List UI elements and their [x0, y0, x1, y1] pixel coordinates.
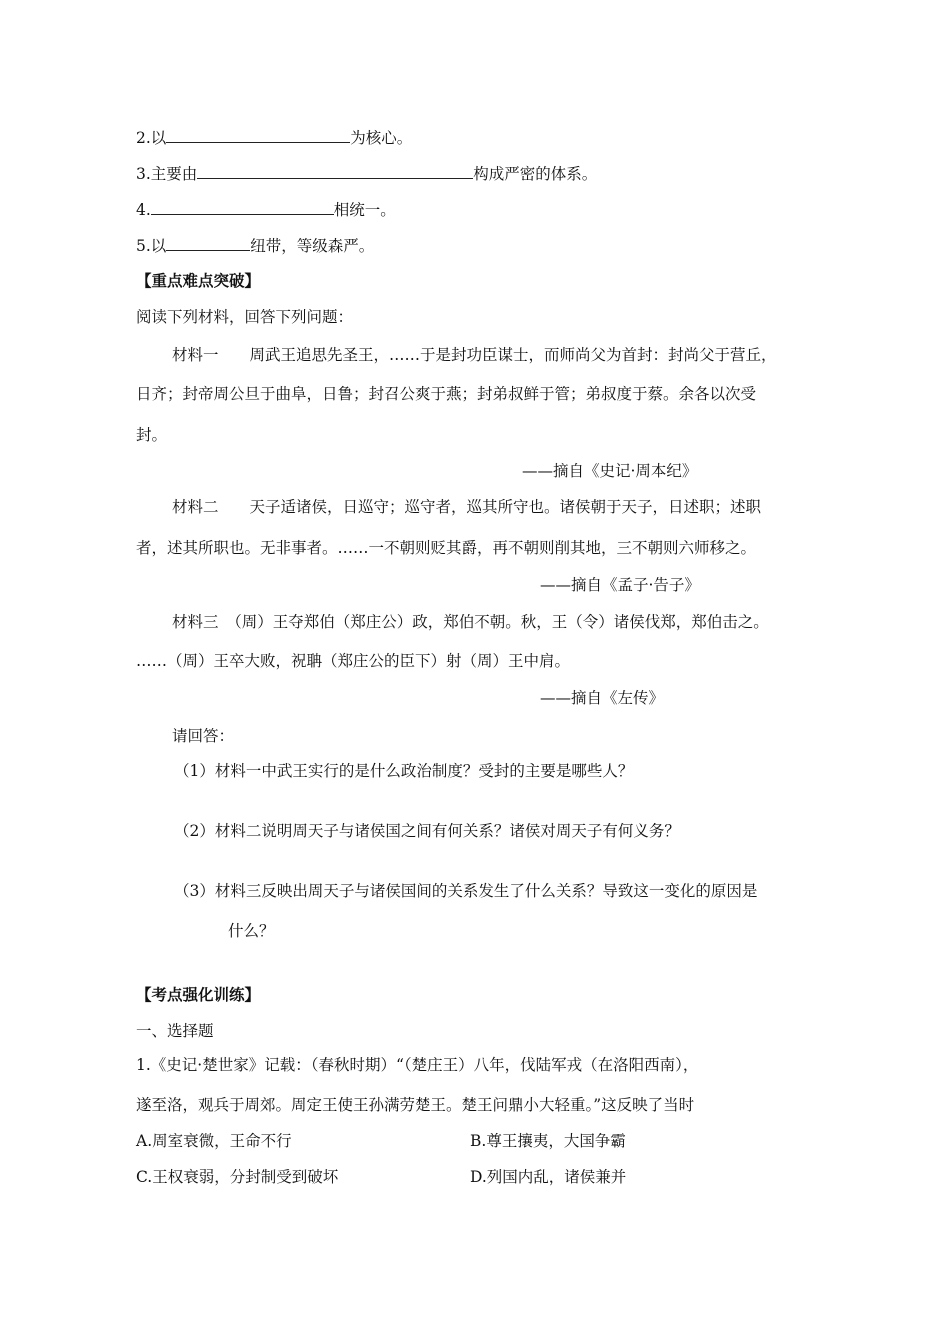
mcq1-stem-line1: 1.《史记·楚世家》记载：（春秋时期）“（楚庄王）八年，伐陆军戎（在洛阳西南），	[136, 1056, 699, 1074]
fill-item-suffix: 相统一。	[333, 201, 396, 219]
fill-item-3	[136, 162, 597, 185]
material2-line2: 者，述其所职也。无非事者。……一不朝则贬其爵，再不朝则削其地，三不朝则六师移之。	[136, 539, 757, 557]
section-heading-key-points: 【重点难点突破】	[136, 271, 261, 290]
fill-item-4	[136, 198, 396, 221]
mcq1-option-d[interactable]: D.列国内乱，诸侯兼并	[470, 1168, 627, 1186]
fill-item-suffix: 纽带，等级森严。	[250, 237, 375, 255]
fill-item-prefix: 2.以	[136, 129, 167, 147]
fill-item-prefix: 5.以	[136, 237, 167, 255]
fill-item-suffix: 构成严密的体系。	[473, 165, 598, 183]
fill-item-5	[136, 234, 374, 257]
mcq1-option-a[interactable]: A.周室衰微，王命不行	[136, 1132, 292, 1150]
answer-blank[interactable]	[166, 126, 350, 143]
answer-blank[interactable]	[166, 234, 250, 251]
instruction-text: 阅读下列材料，回答下列问题：	[136, 308, 354, 326]
material3-source: ——摘自《左传》	[540, 689, 665, 707]
question-3-line1: （3）材料三反映出周天子与诸侯国间的关系发生了什么关系？导致这一变化的原因是	[174, 882, 758, 900]
question-3-line2: 什么？	[228, 922, 275, 940]
material3-line1: 材料三 （周）王夺郑伯（郑庄公）政，郑伯不朝。秋，王（令）诸侯伐郑，郑伯击之。	[172, 613, 769, 631]
fill-item-prefix: 3.主要由	[136, 165, 198, 183]
question-1: （1）材料一中武王实行的是什么政治制度？受封的主要是哪些人？	[174, 762, 634, 780]
mcq1-stem-line2: 遂至洛，观兵于周郊。周定王使王孙满劳楚王。楚王问鼎小大轻重。”这反映了当时	[136, 1096, 695, 1114]
material3-line2: ……（周）王卒大败，祝聃（郑庄公的臣下）射（周）王中肩。	[136, 652, 571, 670]
fill-item-2	[136, 126, 412, 149]
material1-source: ——摘自《史记·周本纪》	[522, 462, 698, 480]
answer-blank[interactable]	[151, 198, 334, 215]
material1-line2: 日齐；封帝周公旦于曲阜，日鲁；封召公爽于燕；封弟叔鲜于管；弟叔度于蔡。余各以次受	[136, 385, 757, 403]
question-2: （2）材料二说明周天子与诸侯国之间有何关系？诸侯对周天子有何义务？	[174, 822, 680, 840]
material2-source: ——摘自《孟子·告子》	[540, 576, 700, 594]
questions-prompt: 请回答：	[172, 727, 235, 745]
part-title-multiple-choice: 一、选择题	[136, 1022, 214, 1040]
section-heading-training: 【考点强化训练】	[136, 985, 261, 1004]
material1-line3: 封。	[136, 426, 168, 444]
answer-blank[interactable]	[197, 162, 473, 179]
mcq1-option-c[interactable]: C.王权衰弱，分封制受到破坏	[136, 1168, 339, 1186]
material1-line1: 材料一 周武王追思先圣王，……于是封功臣谋士，而师尚父为首封：封尚父于营丘，	[172, 346, 777, 364]
fill-item-prefix: 4.	[136, 201, 151, 219]
material2-line1: 材料二 天子适诸侯，日巡守；巡守者，巡其所守也。诸侯朝于天子，日述职；述职	[172, 498, 762, 516]
fill-item-suffix: 为核心。	[350, 129, 413, 147]
mcq1-option-b[interactable]: B.尊王攘夷，大国争霸	[470, 1132, 626, 1150]
